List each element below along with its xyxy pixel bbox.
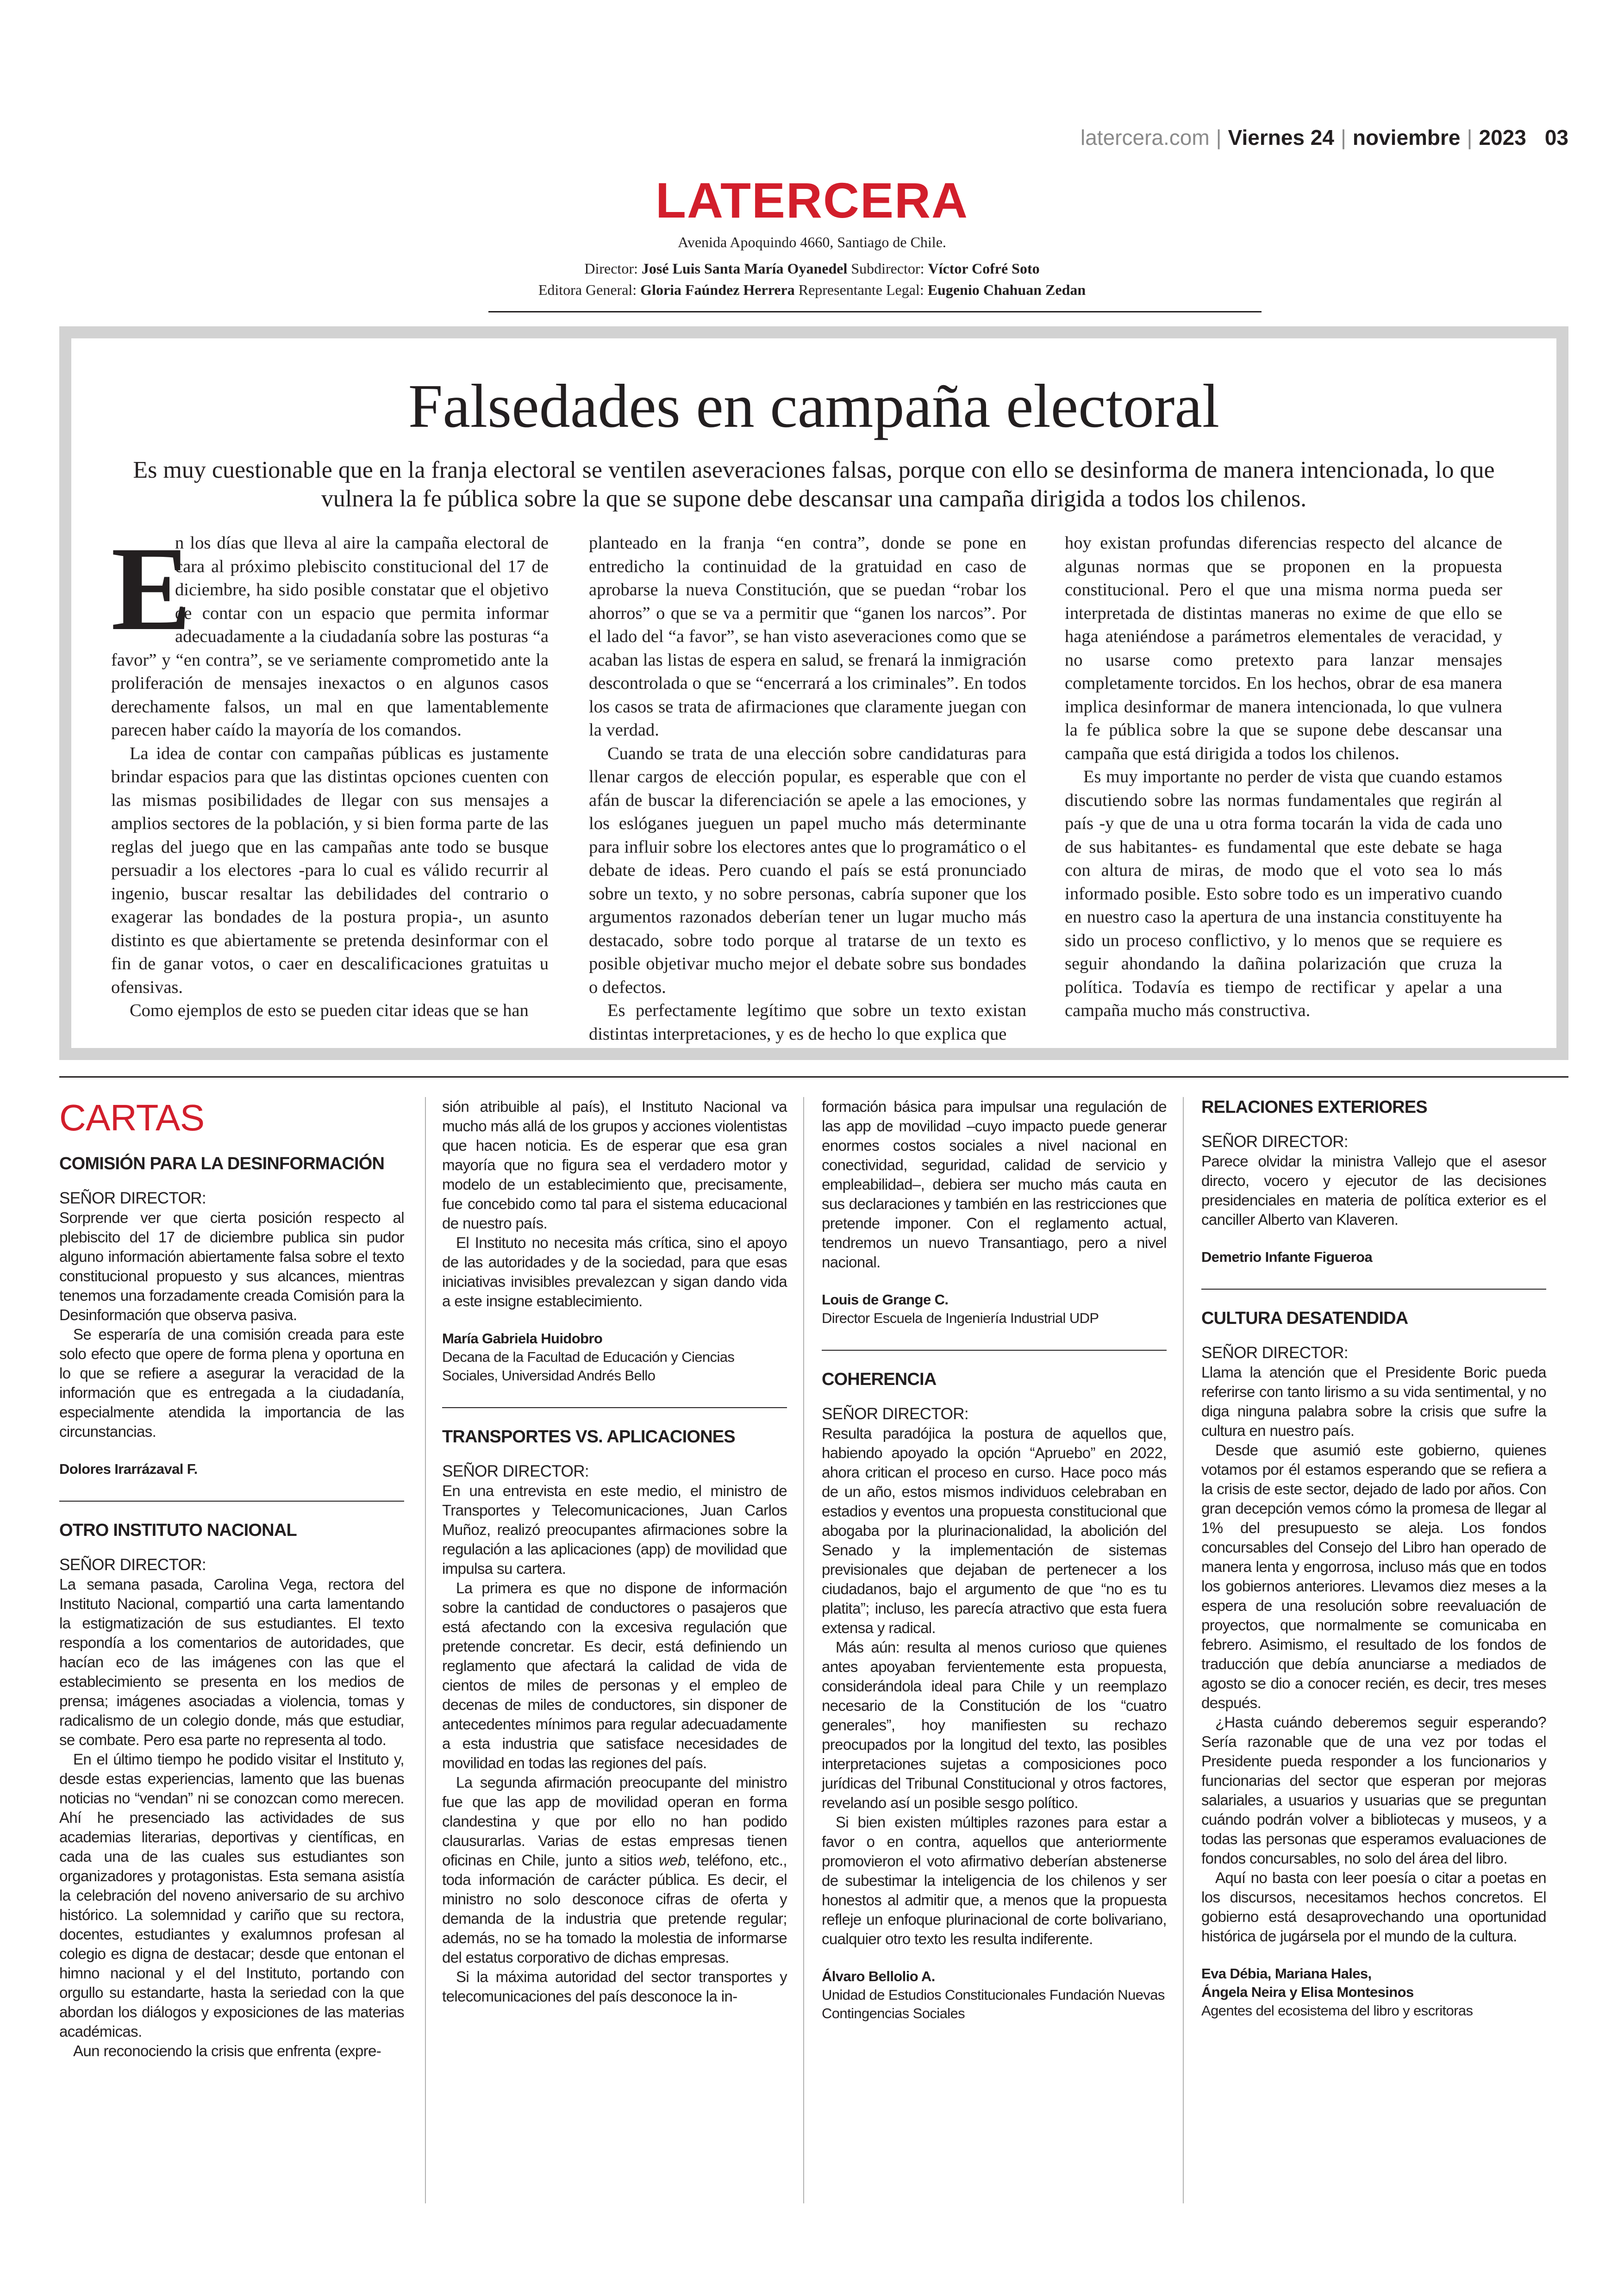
- letter-signature: Demetrio Infante Figueroa: [1201, 1249, 1373, 1265]
- letter-divider: [1201, 1289, 1546, 1290]
- letter-paragraph: Sorprende ver que cierta posición respecto al plebiscito del 17 de diciembre publica sin pudor alguno información abiertamente falsa sobre el texto constitucional propuesto y sus alcances, mientras tenemos una forzadamente creada Comisión para la Desinformación que observa pasiva.: [59, 1209, 404, 1323]
- letter-paragraph: Se esperaría de una comisión creada para este solo efecto que opere de forma plena y oportuna en lo que se refiere a asegurar la veracidad de la información que es entregada a la ciudadanía, especialmente atendida la importancia de las circunstancias.: [59, 1326, 404, 1440]
- letter-salutation: SEÑOR DIRECTOR:: [822, 1405, 969, 1423]
- letters-column-2: [442, 1097, 787, 2006]
- editorial-paragraph: planteado en la franja “en contra”, donde se pone en entredicho la continuidad de la gratuidad en caso de aprobarse la nueva Constitución, que se puedan “robar los ahorros” o que se va a permitir que “ganen los narcos”. Por el lado del “a favor”, se han visto aseveraciones como que se acaban las listas de espera en salud, se frenará la inmigración descontrolada o que se “encerrará a los criminales”. En todos los casos se trata de afirmaciones que claramente juegan con la verdad.: [589, 533, 1026, 740]
- representante-name: Eugenio Chahuan Zedan: [927, 281, 1086, 298]
- letter-heading: RELACIONES EXTERIORES: [1201, 1098, 1427, 1117]
- masthead-divider: [488, 311, 1262, 312]
- letter-signer-role: Director Escuela de Ingeniería Industrial UDP: [822, 1310, 1099, 1326]
- header-month: noviembre: [1352, 125, 1461, 150]
- editorial-column-1: [111, 522, 549, 1023]
- header-day: Viernes 24: [1228, 125, 1334, 150]
- editorial-paragraph: n los días que lleva al aire la campaña electoral de cara al próximo plebiscito constitucional del 17 de diciembre, ha sido posible constatar que el objetivo de contar con un espacio que permita informar adecuadamente a la ciudadanía sobre las posturas “a favor” y “en contra”, se ve seriamente comprometido ante la proliferación de mensajes inexactos o en algunos casos derechamente falsos, un mal en que lamentablemente parecen haber caído la mayoría de los comandos.: [111, 531, 549, 742]
- letter-paragraph: Aun reconociendo la crisis que enfrenta (expre-: [73, 2042, 381, 2059]
- header-year: 2023: [1479, 125, 1526, 150]
- letter-heading: CULTURA DESATENDIDA: [1201, 1309, 1408, 1328]
- letter-salutation: SEÑOR DIRECTOR:: [59, 1556, 206, 1574]
- letter-signer-role: Unidad de Estudios Constitucionales Fundación Nuevas Contingencias Sociales: [822, 1987, 1165, 2021]
- letter-signature: Louis de Grange C.: [822, 1291, 949, 1308]
- editorial-title: Falsedades en campaña electoral: [408, 372, 1220, 440]
- letter-signature: Eva Débia, Mariana Hales,: [1201, 1965, 1372, 1982]
- editorial-paragraph: Es muy importante no perder de vista que cuando estamos discutiendo sobre las normas fundamentales que regirán al país -y que de una u otra forma tocarán la vida de cada uno de sus habitantes- es fundamental que este debate se haga con altura de miras, de modo que el voto sea lo más informado posible. Esto sobre todo es un imperativo cuando en nuestro caso la apertura de una instancia constituyente ha sido un proceso conflictivo, y lo menos que se requiere es seguir ahondando la dañina polarización que cruza la política. Todavía es tiempo de rectificar y apelar a una campaña mucho más constructiva.: [1065, 767, 1502, 1020]
- letter-divider: [442, 1407, 787, 1408]
- letter-heading: TRANSPORTES VS. APLICACIONES: [442, 1427, 735, 1447]
- letter-salutation: SEÑOR DIRECTOR:: [1201, 1133, 1349, 1151]
- letter-paragraph: Aquí no basta con leer poesía o citar a poetas en los discursos, necesitamos hechos concretos. El gobierno está desaprovechando una oportunidad histórica de jugársela por el mundo de la cultura.: [1201, 1869, 1546, 1945]
- letter-paragraph: Llama la atención que el Presidente Boric pueda referirse con tanto lirismo a su vida sentimental, y no diga ninguna palabra sobre la crisis que sufre la cultura en nuestro país.: [1201, 1364, 1546, 1439]
- letter-paragraph: Más aún: resulta al menos curioso que quienes antes apoyaban fervientemente esta propuesta, considerándola ideal para Chile y un reemplazo necesario de la Constitución de los “cuatro generales”, hoy manifiesten su rechazo preocupados por la longitud del texto, las posibles interpretaciones sujetas a composiciones poco jurídicas del Tribunal Constitucional y otros factores, revelando así un posible sesgo político.: [822, 1639, 1167, 1811]
- subdirector-name: Víctor Cofré Soto: [928, 260, 1040, 277]
- letters-column-4: [1201, 1097, 1546, 2020]
- letter-signer-role: Decana de la Facultad de Educación y Ciencias Sociales, Universidad Andrés Bello: [442, 1349, 735, 1384]
- letter-paragraph: Parece olvidar la ministra Vallejo que el asesor directo, vocero y ejecutor de las decisiones presidenciales en materia de política exterior es el canciller Alberto van Klaveren.: [1201, 1153, 1546, 1228]
- letter-paragraph: Desde que asumió este gobierno, quienes votamos por él estamos esperando que se refiera a la crisis de este sector, dejado de lado por años. Con gran decepción vemos cómo la promesa de llegar al 1% del presupuesto se aleja. Los fondos concursables del Consejo del Libro han operado de manera lenta y engorrosa, incluso más que en todos los gobiernos anteriores. Llevamos diez meses a la espera de una resolución sobre reevaluación de proyectos, que normalmente se comunicaba en febrero. Asimismo, el resultado de los fondos de traducción que debía anunciarse a mediados de agosto se dio a conocer recién, es decir, tres meses después.: [1201, 1441, 1546, 1711]
- column-separator: [425, 1097, 426, 2203]
- letters-section-title: CARTAS: [59, 1097, 205, 1138]
- editorial-paragraph: Es perfectamente legítimo que sobre un texto existan distintas interpretaciones, y es de hecho lo que explica que: [589, 1001, 1026, 1044]
- letter-paragraph: En el último tiempo he podido visitar el Instituto y, desde estas experiencias, lamento que las buenas noticias no “vendan” ni se conozcan como merecen. Ahí he presenciado las actividades de sus academias literarias, deportivas y científicas, en cada una de las cuales sus estudiantes son organizadores y protagonistas. Esta semana asistía la celebración del noveno aniversario de su archivo histórico. La solemnidad y cariño que su rectora, docentes, estudiantes y exalumnos profesan al colegio es digna de destacar; desde que entonan el himno nacional y el del Instituto, portando con orgullo su estandarte, hasta la seriedad con la que abordan los diálogos y exposiciones de las materias académicas.: [59, 1751, 404, 2040]
- letters-column-1: [59, 1097, 404, 2061]
- letter-signature: Álvaro Bellolio A.: [822, 1968, 935, 1984]
- letter-paragraph: En una entrevista en este medio, el ministro de Transportes y Telecomunicaciones, Juan Carlos Muñoz, realizó preocupantes afirmaciones sobre la regulación a las aplicaciones (app) de movilidad que impulsa su cartera.: [442, 1482, 787, 1577]
- letter-paragraph: Si la máxima autoridad del sector transportes y telecomunicaciones del país desconoce la in-: [442, 1968, 787, 2005]
- letter-paragraph: Resulta paradójica la postura de aquellos que, habiendo apoyado la opción “Apruebo” en 2022, ahora critican el proceso en curso. Hace poco más de un año, estos mismos individuos celebraban en estadios y eventos una propuesta constitucional que abogaba por la plurinacionalidad, la abolición del Senado y la implementación de sistemas previsionales que dejaban de pertenecer a los ciudadanos, bajo el argumento de que “no es tu platita”; incluso, les parecía atractivo que esta fuera extensa y radical.: [822, 1425, 1167, 1636]
- column-separator: [1183, 1097, 1184, 2203]
- letter-paragraph: La primera es que no dispone de información sobre la cantidad de conductores o pasajeros que está afectando con la excesiva regulación que pretende concretar. Es decir, está definiendo un reglamento que afectará la calidad de vida de cientos de miles de personas y el empleo de decenas de miles de conductores, sin disponer de antecedentes mínimos para regular adecuadamente a esta industria que satisface necesidades de movilidad en todas las regiones del país.: [442, 1579, 787, 1771]
- section-divider: [59, 1076, 1568, 1078]
- letter-signer-role: Agentes del ecosistema del libro y escritoras: [1201, 2002, 1473, 2019]
- letter-paragraph: sión atribuible al país), el Instituto Nacional va mucho más allá de los grupos y acciones violentistas que hacen noticia. Es de esperar que esa gran mayoría que no figura sea el verdadero motor y modelo de un establecimiento que, precisamente, fue concebido como tal para el sistema educacional de nuestro país.: [442, 1098, 787, 1232]
- letter-paragraph: ¿Hasta cuándo deberemos seguir esperando? Sería razonable que de una vez por todas el Presidente pueda responder a los funcionarios y funcionarias del sector que esperan por mejoras salariales, a usuarios y usuarias que se preguntan cuándo podrán volver a bibliotecas y museos, y a todas las personas que esperamos evaluaciones de fondos concursables, no solo del área del libro.: [1201, 1714, 1546, 1867]
- page-header-dateline: latercera.com | Viernes 24 | noviembre | 2023 03: [1081, 125, 1568, 150]
- drop-cap: E: [111, 522, 192, 655]
- masthead-address: Avenida Apoquindo 4660, Santiago de Chile.: [678, 234, 946, 250]
- editorial-paragraph: hoy existan profundas diferencias respecto del alcance de algunas normas que se proponen en la propuesta constitucional. Pero el que una misma norma pueda ser interpretada de distintas maneras no exime de que ello se haga ateniéndose a parámetros elementales de veracidad, y no usarse como pretexto para lanzar mensajes completamente torcidos. En los hechos, obrar de esa manera implica desinformar de manera intencionada, lo que vulnera la fe pública sobre la que se supone debe descansar una campaña que está dirigida a todos los chilenos.: [1065, 533, 1502, 763]
- editorial-column-3: [1065, 531, 1502, 1023]
- letter-heading: COMISIÓN PARA LA DESINFORMACIÓN: [59, 1154, 385, 1173]
- letter-paragraph: La segunda afirmación preocupante del ministro fue que las app de movilidad operan en forma clandestina y que por ello no han podido clausurarlas. Varias de estas empresas tienen oficinas en Chile, junto a sitios web, teléfono, etc., toda información de carácter pública. Es decir, el ministro no solo desconoce cifras de oferta y demanda de la industria que pretende regular; además, no se ha tomado la molestia de informarse del estatus corporativo de dichas empresas.: [442, 1774, 787, 1966]
- letter-paragraph: El Instituto no necesita más crítica, sino el apoyo de las autoridades y de la sociedad, para que esas iniciativas invisibles prevalezcan y sigan dando vida a este insigne establecimiento.: [442, 1234, 787, 1310]
- masthead-editors: Editora General: Gloria Faúndez Herrera Representante Legal: Eugenio Chahuan Zedan: [538, 281, 1086, 298]
- letter-signature: María Gabriela Huidobro: [442, 1330, 603, 1347]
- letter-paragraph: Si bien existen múltiples razones para estar a favor o en contra, aquellos que anteriormente promovieron el voto afirmativo deberían abstenerse de subestimar la inteligencia de los chilenos y ser honestos al admitir que, a menos que la propuesta refleje un enfoque plurinacional de corte bolivariano, cualquier otro texto les resulta indiferente.: [822, 1814, 1167, 1947]
- editorial-paragraph: Como ejemplos de esto se pueden citar ideas que se han: [130, 1001, 529, 1020]
- newspaper-logo: LATERCERA: [656, 172, 968, 228]
- director-name: José Luis Santa María Oyanedel: [641, 260, 848, 277]
- letter-signature: Dolores Irarrázaval F.: [59, 1461, 198, 1477]
- letter-salutation: SEÑOR DIRECTOR:: [59, 1189, 206, 1207]
- letter-heading: COHERENCIA: [822, 1370, 937, 1389]
- letter-salutation: SEÑOR DIRECTOR:: [442, 1462, 589, 1480]
- letters-column-3: [822, 1097, 1167, 2023]
- letter-salutation: SEÑOR DIRECTOR:: [1201, 1344, 1349, 1362]
- letter-heading: OTRO INSTITUTO NACIONAL: [59, 1521, 297, 1540]
- letter-paragraph: La semana pasada, Carolina Vega, rectora del Instituto Nacional, compartió una carta lamentando la estigmatización de sus estudiantes. El texto respondía a los comentarios de autoridades, que hacían eco de las imágenes con las que el establecimiento se presenta en los medios de prensa; imágenes asociadas a violencia, tomas y radicalismo de un colegio donde, más que estudiar, se combate. Pero esa parte no representa al todo.: [59, 1576, 404, 1748]
- editorial-column-2: [589, 531, 1026, 1046]
- masthead-directors: Director: José Luis Santa María Oyanedel Subdirector: Víctor Cofré Soto: [584, 260, 1040, 277]
- editorial-paragraph: La idea de contar con campañas públicas es justamente brindar espacios para que las distintas opciones cuenten con las mismas posibilidades de llegar con sus mensajes a amplios sectores de la población, y si bien forma parte de las reglas del juego que en las campañas ante todo se busque persuadir a los electores -para lo cual es válido recurrir al ingenio, buscar resaltar las debilidades del contrario o exagerar las bondades de la postura propia-, un asunto distinto es que abiertamente se pretenda desinformar con el fin de ganar votos, o caer en descalificaciones gratuitas u ofensivas.: [111, 743, 549, 997]
- letter-divider: [59, 1501, 404, 1502]
- letter-signature: Ángela Neira y Elisa Montesinos: [1201, 1984, 1414, 2000]
- editorial-subtitle: Es muy cuestionable que en la franja electoral se ventilen aseveraciones falsas, porque con ello se desinforma de manera intencionada, lo que vulnera la fe pública sobre la que se supone debe descansar una campaña dirigida a todos los chilenos.: [133, 457, 1495, 512]
- column-separator: [803, 1097, 804, 2203]
- letter-paragraph: formación básica para impulsar una regulación de las app de movilidad –cuyo impacto puede generar enormes costos sociales a nivel nacional en conectividad, seguridad, calidad de servicio y empleabilidad–, debiera ser mucho más cauta en sus declaraciones y también en las restricciones que pretende imponer. Con el reglamento actual, tendremos un nuevo Transantiago, pero a nivel nacional.: [822, 1098, 1167, 1271]
- page-number: 03: [1544, 125, 1568, 150]
- editorial-paragraph: Cuando se trata de una elección sobre candidaturas para llenar cargos de elección popular, es esperable que con el afán de buscar la diferenciación se apele a las emociones, y los eslóganes jueguen un papel mucho más determinante para influir sobre los electores antes que lo programático o el debate de ideas. Pero cuando el país se está pronunciado sobre un texto, y no sobre personas, cabría suponer que los argumentos razonados deberían tener un lugar mucho más destacado, sobre todo porque al tratarse de un texto es posible objetivar mucho mejor el debate sobre sus bondades o defectos.: [589, 743, 1026, 997]
- site-url[interactable]: latercera.com: [1081, 125, 1210, 150]
- drop-cap-space: [111, 522, 192, 655]
- letter-divider: [822, 1350, 1167, 1351]
- editora-name: Gloria Faúndez Herrera: [640, 281, 795, 298]
